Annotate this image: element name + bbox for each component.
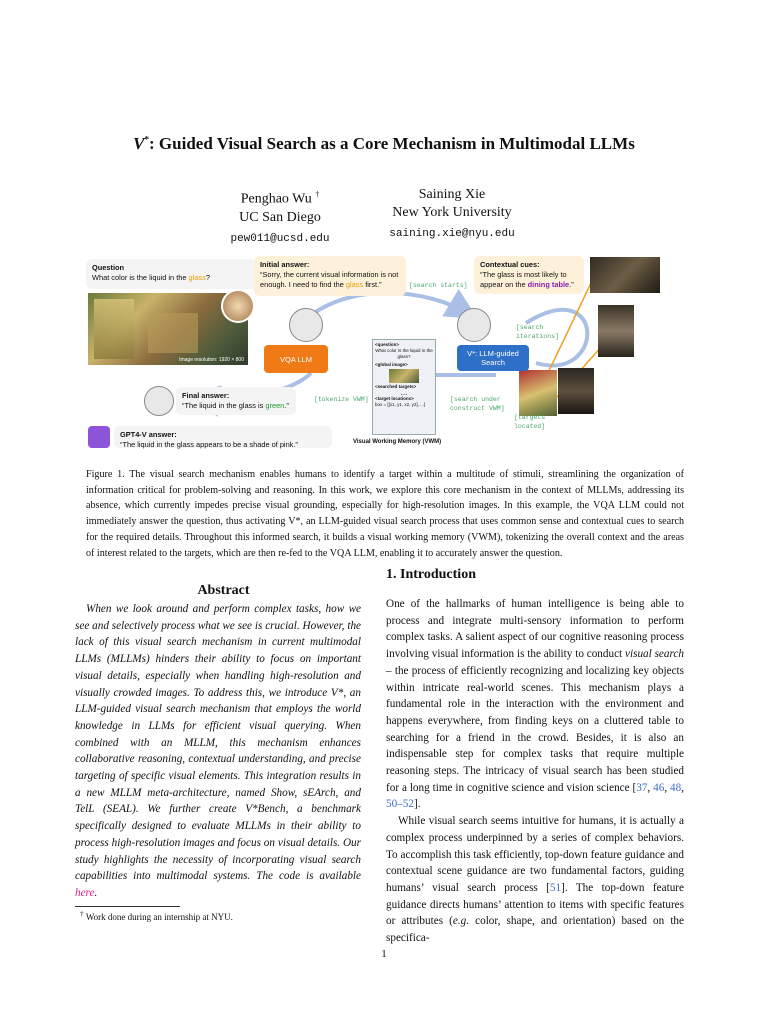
search-thumbnail-2: [598, 305, 634, 357]
citation-link[interactable]: 50–52: [386, 798, 414, 811]
gpt4v-answer-bubble: GPT4-V answer: “The liquid in the glass appears to be a shade of pink.”: [114, 426, 332, 448]
code-link[interactable]: here: [75, 886, 95, 899]
initial-answer-bubble: Initial answer: “Sorry, the current visual information is not enough. I need to find the glass first.”: [254, 256, 406, 296]
author-affiliation: New York University: [392, 205, 512, 220]
search-under-label: [search under construct VWM]: [450, 396, 505, 412]
vqa-robot-avatar: [289, 308, 323, 342]
search-thumbnail-3: [558, 368, 594, 414]
vqa-llm-box: VQA LLM: [264, 345, 328, 373]
citation-link[interactable]: 48: [670, 781, 682, 794]
footnote-rule: [75, 906, 180, 907]
citation-link[interactable]: 46: [653, 781, 665, 794]
question-bubble: Question What color is the liquid in the glass?: [86, 259, 256, 289]
author-name: Penghao Wu: [240, 191, 312, 207]
targets-located-label: [targets located]: [514, 414, 546, 430]
author-email: pew011@ucsd.edu: [230, 232, 330, 245]
intro-paragraph-2: While visual search seems intuitive for humans, it is actually a complex process underpinned by a series of complex behaviors. To accomplish this task efficiently, top-down feature guidance and contextual scene guidance are two fundamental factors, guiding humans’ visual search process [51]. The top-down feature guidance directs humans’ attention to items with specific features or attributes (e.g. color, shape, and orientation) based on the specifica-: [386, 815, 684, 945]
vwm-caption: Visual Working Memory (VWM): [353, 439, 442, 445]
page-number: 1: [381, 948, 387, 960]
intro-paragraph-1: One of the hallmarks of human intelligence is being able to process and integrate multi-sensory information to perform complex tasks. A salient aspect of our cognitive reasoning process involving visual information is the ability to conduct visual search – the process of efficiently recognizing and localizing key objects within intricate real-world scenes. This mechanism plays a fundamental role in the interaction with the environment and happens everywhere, from finding keys on a cluttered table to searching for a friend in the crowd. Besides, it is also an indispensable step for complex tasks that require multiple reasoning steps. The intricacy of visual search has been studied for a long time in cognitive science and vision science [37, 46, 48, 50–52].: [386, 598, 684, 811]
image-resolution: Image resolution: 1920 × 800: [179, 357, 244, 363]
search-thumbnail-4: [519, 370, 557, 416]
final-robot-avatar: [144, 386, 174, 416]
citation-link[interactable]: 51: [549, 881, 562, 894]
author-block-2: [372, 186, 532, 243]
author-email: saining.xie@nyu.edu: [389, 228, 515, 240]
author-affiliation: UC San Diego: [239, 209, 321, 225]
search-starts-label: [search starts]: [409, 282, 468, 289]
intro-heading: 1. Introduction: [386, 567, 476, 582]
paper-title: V*: Guided Visual Search as a Core Mechanism in Multimodal LLMs: [133, 134, 635, 153]
intro-body: [386, 596, 684, 947]
figure-caption: Figure 1. The visual search mechanism enables humans to identify a target within a multitude of stimuli, streamlining the organization of information critical for problem-solving and reasoning. In this work, we explore this core mechanism in the context of MLLMs, addressing its absence, which currently impedes precise visual grounding, especially for high-resolution images. In this example, the VQA LLM could not immediately answer the question, thus activating V*, an LLM-guided visual search process that uses common sense and contextual cues to search for the required details. Throughout this informed search, it builds a visual working memory (VWM), tokenizing the overall context and the areas of interest related to the targets, which are then re-fed to the VQA LLM, enabling it to accurately answer the question.: [86, 469, 684, 559]
vstar-search-box: V*: LLM-guided Search: [457, 345, 529, 371]
abstract-body: When we look around and perform complex tasks, how we see and selectively process what we see is crucial. However, the lack of this visual search mechanism in current multimodal LLMs (MLLMs) hinders their ability to focus on important visual details, especially when handling high-resolution and visually crowded images. To address this, we introduce V*, an LLM-guided visual search mechanism that employs the world knowledge in LLMs for efficient visual querying. When combined with an MLLM, this mechanism enhances collaborative reasoning, contextual understanding, and precise targeting of specific visual elements. This integration results in a new MLLM meta-architecture, named Show, sEArch, and TelL (SEAL). We further create V*Bench, a benchmark specifically designed to evaluate MLLMs in their ability to process high-resolution images and focus on visual details. Our study highlights the necessity of incorporating visual search capabilities into multimodal systems. The code is available here.: [75, 603, 361, 899]
figure-1: [86, 253, 684, 453]
search-robot-avatar: [457, 308, 491, 342]
author-name: Saining Xie: [418, 187, 486, 202]
final-answer-bubble: Final answer: “The liquid in the glass is green.”: [176, 387, 296, 415]
tokenize-vwm-label: [tokenize VWM]: [314, 396, 369, 403]
gpt4v-logo-icon: [88, 426, 110, 448]
vwm-global-image: [389, 369, 419, 383]
author-block-1: Penghao Wu † UC San Diego pew011@ucsd.edu: [200, 186, 360, 248]
citation-link[interactable]: 37: [636, 781, 648, 794]
search-iterations-label: [search iterations]: [516, 324, 559, 340]
contextual-cues-bubble: Contextual cues: “The glass is most likely to appear on the dining table.”: [474, 256, 584, 294]
zoom-inset-image: [221, 289, 255, 323]
abstract-heading: Abstract: [197, 583, 250, 598]
search-thumbnail-1: [590, 257, 660, 293]
vwm-panel: <question> What color is the liquid in the glass? <global image> <searched targets> ... <target locations> box = [[x1, y1, x2, y2], ...]: [372, 339, 436, 435]
footnote: † Work done during an internship at NYU.: [80, 909, 233, 922]
